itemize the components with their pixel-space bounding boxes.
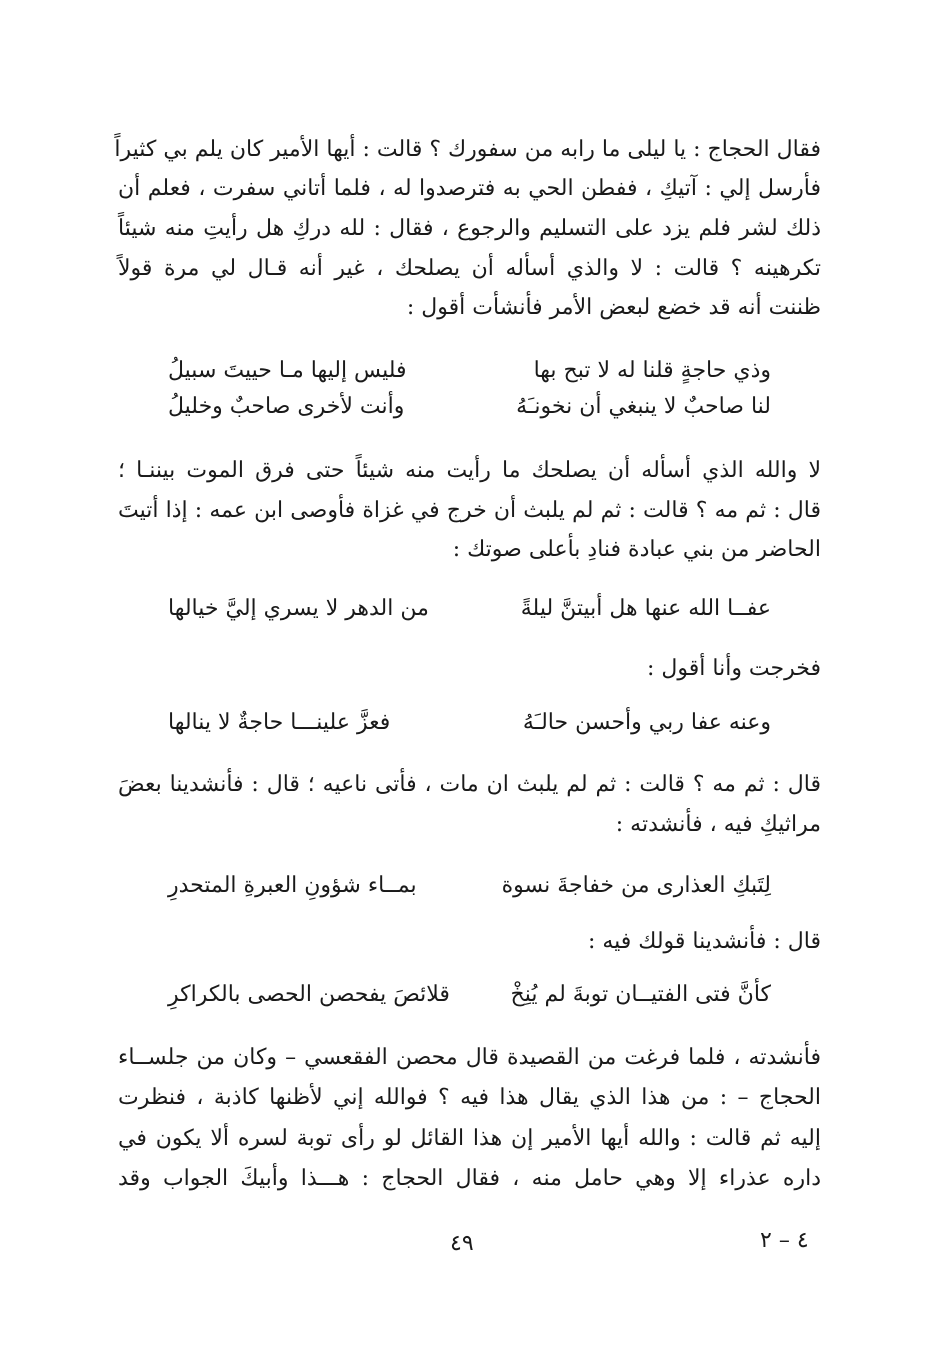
text-line: الحجاج – : من هذا الذي يقال هذا فيه ؟ فوالله إني لأظنها كاذبة ، فنظرت (118, 1085, 821, 1110)
verse-line (168, 980, 771, 1010)
verse-second-hemistich: قلائصَ يفحصن الحصى بالكراكرِ (168, 982, 450, 1007)
text-line: قال : فأنشدينا قولك فيه : (587, 929, 821, 954)
text-line: فأرسل إلي : آتيكِ ، ففطن الحي به فترصدوا له ، فلما أتاني سفرت ، فعلم أن (118, 176, 821, 201)
page-number: ٤٩ (450, 1231, 474, 1256)
verse-first-hemistich: وذي حاجةٍ قلنا له لا تبح بها (533, 358, 771, 383)
verse-second-hemistich: بمــاء شؤونِ العبرةِ المتحدرِ (168, 873, 417, 898)
verse-second-hemistich: فليس إليها مـا حييتَ سبيلُ (168, 358, 407, 383)
verse-line (168, 594, 771, 624)
text-line: قال : ثم مه ؟ قالت : ثم لم يلبث ان مات ، فأتى ناعيه ؛ قال : فأنشدينا بعضَ (118, 772, 821, 797)
text-line: ظننت أنه قد خضع لبعض الأمر فأنشأت أقول : (406, 295, 821, 320)
text-line: مراثيكِ فيه ، فأنشدته : (615, 812, 821, 837)
text-line: قال : ثم مه ؟ قالت : ثم لم يلبث أن خرج في غزاة فأوصى ابن عمه : إذا أتيتَ (118, 498, 821, 523)
verse-first-hemistich: وعنه عفا ربي وأحسن حالـَهُ (522, 710, 771, 735)
text-line: فخرجت وأنا أقول : (647, 656, 821, 681)
verse-first-hemistich: لنا صاحبٌ لا ينبغي أن نخونـَهُ (516, 394, 771, 419)
verse-line (168, 871, 771, 901)
verse-second-hemistich: من الدهر لا يسري إليَّ خيالها (168, 596, 429, 621)
text-line: فأنشدته ، فلما فرغت من القصيدة قال محصن الفقعسي – وكان من جلســاء (118, 1045, 821, 1070)
verse-second-hemistich: فعزَّ علينـــا حاجةٌ لا ينالها (168, 710, 391, 735)
text-line: لا والله الذي أسأله أن يصلحك ما رأيت منه شيئاً حتى فرق الموت بيننـا ؛ (118, 458, 821, 483)
verse-line (168, 356, 771, 386)
text-line: داره عذراء إلا وهي حامل منه ، فقال الحجاج : هـــذا وأبيكَ الجواب وقد (118, 1166, 821, 1191)
text-line: إليه ثم قالت : والله أيها الأمير إن هذا القائل لو رأى توبة لسره ألا يكون في (118, 1126, 821, 1151)
text-line: ذلك لشر فلم يزد على التسليم والرجوع ، فقال : لله دركِ هل رأيتِ منه شيئاً (118, 216, 821, 241)
verse-second-hemistich: وأنت لأخرى صاحبٌ وخليلُ (168, 394, 405, 419)
text-line: تكرهينه ؟ قالت : لا والذي أسأله أن يصلحك ، غير أنه قـال لي مرة قولاً (118, 256, 821, 281)
verse-first-hemistich: كأنَّ فتى الفتيــان توبةَ لم يُنِخْ (510, 982, 771, 1007)
verse-first-hemistich: عفــا الله عنها هل أبيتنَّ ليلةً (520, 596, 771, 621)
verse-line (168, 708, 771, 738)
text-line: الحاضر من بني عبادة فنادِ بأعلى صوتك : (452, 537, 821, 562)
text-line: فقال الحجاج : يا ليلى ما رابه من سفورك ؟ قالت : أيها الأمير كان يلم بي كثيراً (114, 137, 821, 162)
signature-mark: ٤ – ٢ (760, 1228, 809, 1253)
verse-line (168, 392, 771, 422)
verse-first-hemistich: لِتَبكِ العذارى من خفاجةَ نسوة (501, 873, 771, 898)
